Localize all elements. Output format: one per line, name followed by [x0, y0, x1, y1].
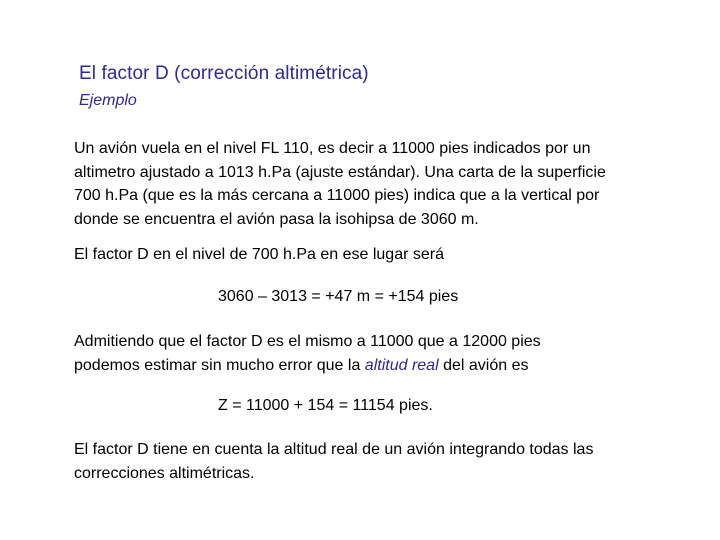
intro-paragraph — [74, 137, 674, 231]
slide-subtitle: Ejemplo — [79, 92, 137, 109]
factor-d-line: El factor D en el nivel de 700 h.Pa en ese lugar será — [74, 246, 444, 263]
altitude-equation: Z = 11000 + 154 = 11154 pies. — [218, 397, 433, 414]
assumption-text: podemos estimar sin mucho error que la — [74, 356, 365, 374]
intro-line: 700 h.Pa (que es la más cercana a 11000 pies) indica que a la vertical por — [74, 187, 600, 204]
slide-title: El factor D (corrección altimétrica) — [79, 63, 369, 84]
real-altitude-term: altitud real — [364, 356, 439, 374]
conclusion-line: El factor D tiene en cuenta la altitud real de un avión integrando todas las — [74, 441, 594, 458]
intro-line: donde se encuentra el avión pasa la isohipsa de 3060 m. — [74, 210, 479, 228]
conclusion-line: correcciones altimétricas. — [74, 464, 255, 482]
assumption-text: del avión es — [438, 356, 529, 374]
intro-line: altimetro ajustado a 1013 h.Pa (ajuste estándar). Una carta de la superficie — [74, 163, 606, 181]
intro-line: Un avión vuela en el nivel FL 110, es decir a 11000 pies indicados por un — [74, 140, 591, 157]
assumption-line: Admitiendo que el factor D es el mismo a 11000 que a 12000 pies — [74, 333, 541, 350]
conclusion-paragraph — [74, 438, 674, 485]
assumption-line — [74, 354, 674, 378]
assumption-paragraph — [74, 330, 674, 377]
factor-d-equation: 3060 – 3013 = +47 m = +154 pies — [218, 288, 459, 305]
factor-d-paragraph — [74, 243, 674, 267]
